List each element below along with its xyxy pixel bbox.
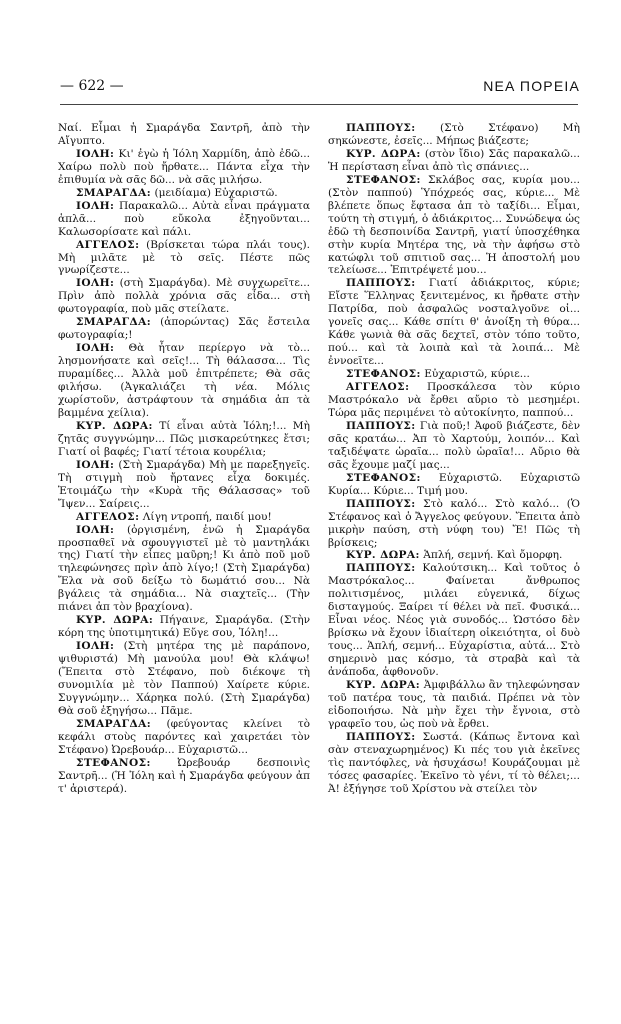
dialogue-paragraph [58,511,310,524]
dialogue-text: Εὐχαριστῶ. Εὐχαριστῶ Κυρία... Κύριε... Τιμή μου. [328,471,581,497]
dialogue-text: (Στὸ Στέφανο) Μὴ σηκώνεστε, ἐσεῖς... Μήπως βιάζεστε; [328,122,581,147]
dialogue-paragraph [58,524,310,615]
dialogue-paragraph [58,342,310,420]
speaker-name: ΑΓΓΕΛΟΣ: [76,510,140,523]
dialogue-paragraph [328,472,580,498]
speaker-name: ΚΥΡ. ΔΩΡΑ: [76,614,154,627]
dialogue-paragraph [58,640,310,718]
speaker-name: ΠΑΠΠΟΥΣ: [346,497,416,510]
right-column [328,122,580,796]
speaker-name: ΚΥΡ. ΔΩΡΑ: [346,549,420,562]
dialogue-text: (Βρίσκεται τώρα πλάι τους). Μὴ μιλᾶτε μὲ τὸ σεῖς. Πέστε πῶς γνωρίζεστε... [58,238,311,277]
dialogue-text: (φεύγοντας κλείνει τὸ κεφάλι στοὺς παρόντες καὶ χαιρετάει τὸν Στέφανο) Ὠρεβουάρ... Εὐχαριστῶ... [58,717,310,756]
dialogue-paragraph [328,498,580,550]
dialogue-text: Γιατί ἀδιάκριτος, κύριε; Εἴστε Ἕλληνας ξενιτεμένος, κι ἤρθατε στὴν Πατρίδα, ποὺ ἀσφαλῶς νοσταλγοῦνε οἱ... γονεῖς σας... Κάθε σπίτι θ' ἀνοίξη τὴ θύρα... Κάθε γωνιὰ θὰ σᾶς δεχτεῖ, στὸν τόπο τοῦτο, πού... καὶ τὰ λοιπὰ καὶ τὰ λοιπά... Μὲ ἐννοεῖτε... [328,277,580,368]
dialogue-paragraph [58,316,310,342]
speaker-name: ΣΤΕΦΑΝΟΣ: [346,173,421,186]
speaker-name: ΑΓΓΕΛΟΣ: [346,381,410,394]
dialogue-paragraph [58,459,310,511]
speaker-name: ΚΥΡ. ΔΩΡΑ: [346,678,421,691]
dialogue-text: Στὸ καλό... Στὸ καλό... (Ὁ Στέφανος καὶ ὁ Ἄγγελος φεύγουν. Ἔπειτα ἀπὸ μικρὴν παύση, στὴ νύφη του) Ἔ! Πῶς τὴ βρίσκεις; [328,497,580,549]
dialogue-paragraph [328,549,580,562]
speaker-name: ΙΟΛΗ: [76,523,115,536]
dialogue-paragraph [328,122,580,148]
dialogue-paragraph [58,148,310,187]
dialogue-text: (στὴ Σμαράγδα). Μὲ συγχωρεῖτε... Πρὶν ἀπὸ πολλὰ χρόνια σᾶς εἶδα... στὴ φωτογραφία, ποὺ μᾶς στείλατε. [58,277,310,316]
dialogue-paragraph [328,381,580,420]
speaker-name: ΚΥΡ. ΔΩΡΑ: [346,147,421,160]
dialogue-text: Ἀμφιβάλλω ἂν τηλεφώνησαν τοῦ πατέρα τους, τὰ παιδιά. Πρέπει νὰ τὸν εἰδοποιήσω. Νὰ μὴν ἔχει τὴν ἔγνοια, στὸ γραφεῖο του, ὡς ποὺ νὰ ἔρθει. [328,678,580,730]
dialogue-paragraph [328,148,580,174]
dialogue-paragraph [58,757,310,796]
dialogue-text: (στὸν ἴδιο) Σᾶς παρακαλῶ... Ἡ περίσταση εἶναι ἀπὸ τὶς σπάνιες... [328,147,581,173]
speaker-name: ΠΑΠΠΟΥΣ: [346,419,416,432]
dialogue-text: (ἀπορώντας) Σᾶς ἔστειλα φωτογραφία;! [58,316,310,342]
left-column [58,122,310,796]
speaker-name: ΣΤΕΦΑΝΟΣ: [346,368,421,381]
dialogue-text: Λίγη ντροπή, παιδί μου! [142,510,272,523]
speaker-name: ΙΟΛΗ: [76,342,115,355]
dialogue-paragraph [58,200,310,239]
speaker-name: ΙΟΛΗ: [76,147,115,160]
speaker-name: ΙΟΛΗ: [76,199,115,212]
dialogue-text: Ὠρεβουάρ δεσποινὶς Σαντρῆ... (Ἡ Ἰόλη καὶ ἡ Σμαράγδα φεύγουν ἀπ τ' ἀριστερά). [58,756,310,795]
dialogue-paragraph [328,679,580,731]
dialogue-text: (μειδίαμα) Εὐχαριστῶ. [154,186,278,199]
dialogue-text: Εὐχαριστῶ, κύριε... [424,368,530,381]
dialogue-paragraph [328,277,580,368]
speaker-name: ΣΤΕΦΑΝΟΣ: [346,471,421,484]
speaker-name: ΙΟΛΗ: [76,640,115,653]
dialogue-text: Παρακαλῶ... Αὐτὰ εἶναι πράγματα ἁπλᾶ... ποὺ εὔκολα ἐξηγοῦνται... Καλωσορίσατε καὶ πάλι. [58,199,310,238]
dialogue-paragraph [58,420,310,459]
dialogue-text: Γιὰ ποῦ;! Ἀφοῦ βιάζεστε, δὲν σᾶς κρατάω... Ἀπ τὸ Χαρτούμ, λοιπόν... Καὶ ταξιδέψατε ὡραῖα... πολὺ ὡραῖα!... Αὔριο θὰ σᾶς ἔχουμε μαζί μας... [328,419,581,471]
dialogue-text: Σωστά. (Κάπως ἔντονα καὶ σὰν στεναχωρημένος) Κι πές του γιὰ ἐκεῖνες τὶς παντόφλες, νὰ ἡσυχάσω! Κουράζουμαι μὲ τόσες φασαρίες. Ἐκεῖνο τὸ γένι, τί τὸ θέλει;... Ἀ! ἐξήγησε τοῦ Χρίστου νὰ στείλει τὸν [328,730,581,795]
journal-title: ΝΕΑ ΠΟΡΕΙΑ [483,78,580,94]
speaker-name: ΙΟΛΗ: [76,458,115,471]
dialogue-text: (ὀργισμένη, ἐνῶ ἡ Σμαράγδα προσπαθεῖ νὰ σφουγγιστεῖ μὲ τὸ μαντηλάκι της) Γιατί τὴν εἶπες μαῦρη;! Κι ἀπὸ ποῦ μοῦ τηλεφώνησες πρὶν ἀπὸ λίγο;! (Στὴ Σμαράγδα) Ἔλα νὰ σοῦ δείξω τὸ δωμάτιό σου... Νὰ βγάλεις τὰ σημάδια... Νὰ σιαχτεῖς... (Τὴν πιάνει ἀπ τὸν βραχίονα). [58,523,310,614]
speaker-name: ΠΑΠΠΟΥΣ: [346,277,416,290]
speaker-name: ΠΑΠΠΟΥΣ: [346,730,416,743]
dialogue-paragraph [58,239,310,278]
dialogue-text: (Στὴ Σμαράγδα) Μὴ με παρεξηγεῖς. Τὴ στιγμὴ ποὺ ἤρτανες εἶχα δοκιμές. Ἑτοιμάζω τὴν «Κυρὰ τῆς Θάλασσας» τοῦ Ἴψεν... Σαίρεις... [58,458,310,510]
dialogue-paragraph [58,614,310,640]
header-rule [60,104,578,105]
dialogue-paragraph [328,562,580,679]
dialogue-paragraph [328,174,580,278]
page-header [60,78,580,100]
speaker-name: ΣΜΑΡΑΓΔΑ: [76,316,152,329]
dialogue-paragraph [328,420,580,472]
speaker-name: ΑΓΓΕΛΟΣ: [76,238,140,251]
dialogue-paragraph [58,122,310,148]
dialogue-paragraph [58,718,310,757]
dialogue-text: (Στὴ μητέρα της μὲ παράπονο, ψιθυριστά) Μὴ μανούλα μου! Θὰ κλάψω! (Ἔπειτα στὸ Στέφανο, ποὺ διέκοψε τὴ συνομιλία μὲ τὸν Παππού) Χαίρετε κύριε. Συγγνώμην... Χάρηκα πολύ. (Στὴ Σμαράγδα) Θὰ σοῦ ἐξηγήσω... Πᾶμε. [58,640,310,717]
speaker-name: ΙΟΛΗ: [76,277,115,290]
dialogue-paragraph [58,277,310,316]
speaker-name: ΠΑΠΠΟΥΣ: [346,122,416,134]
speaker-name: ΣΜΑΡΑΓΔΑ: [76,186,152,199]
dialogue-text: Κι' ἐγὼ ἡ Ἰόλη Χαρμίδη, ἀπὸ ἐδῶ... Χαίρω πολὺ ποὺ ἤρθατε... Πάντα εἶχα τὴν ἐπιθυμία νὰ σᾶς δῶ... νὰ σᾶς μιλήσω. [58,147,310,186]
speaker-name: ΣΤΕΦΑΝΟΣ: [76,756,151,769]
speaker-name: ΠΑΠΠΟΥΣ: [346,562,416,575]
dialogue-text: Ναί. Εἶμαι ἡ Σμαράγδα Σαντρῆ, ἀπὸ τὴν Αἴγυπτο. [58,122,310,147]
dialogue-text: Τί εἶναι αὐτὰ Ἰόλη;!... Μὴ ζητᾶς συγγνώμην... Πῶς μισκαρεύτηκες ἔτσι; Γιατί οἱ βαφές; Γιατί τέτοια κουρέλια; [58,419,310,458]
dialogue-text: Καλούτσικη... Καὶ τοῦτος ὁ Μαστρόκαλος... Φαίνεται ἄνθρωπος πολιτισμένος, μιλάει εὐγενικά, δίχως δισταγμούς. Ξαίρει τί θέλει νὰ πεῖ. Φυσικά... Εἶναι νέος. Νέος γιὰ συνοδός... Ὡστόσο δὲν βρίσκω νὰ ἔχουν ἰδιαίτερη οἰκειότητα, οἱ δυὸ τους... Ἁπλή, σεμνή... Εὐχαρίστια, αὐτά... Στὸ σημερινὸ μας κόσμο, τὰ στραβὰ καὶ τὰ ἀνάποδα, ἀφθονοῦν. [328,562,580,679]
dialogue-text: Ἁπλή, σεμνή. Καὶ ὄμορφη. [423,549,563,562]
dialogue-text: Πήγαινε, Σμαράγδα. (Στὴν κόρη της ὑποτιμητικά) Εὔγε σου, Ἰόλη!... [58,614,311,640]
dialogue-text: Σκλάβος σας, κυρία μου... (Στὸν παππού) Ὑπόχρεός σας, κύριε... Μὲ βλέπετε ὅπως ἔφτασα ἀπ τὸ ταξίδι... Εἶμαι, τούτη τὴ στιγμή, ὁ ἀδιάκριτος... Συνώδεψα ὡς ἐδῶ τὴ δεσποινίδα Σαντρῆ, γιατί ὑποσχέθηκα στὴν κυρία Μητέρα της, νὰ τὴν ἀφήσω στὸ κατώφλι τοῦ σπιτιοῦ σας... Ἡ ἀποστολή μου τελείωσε... Ἐπιτρέψετέ μου... [328,173,580,277]
dialogue-text: Προσκάλεσα τὸν κύριο Μαστρόκαλο νὰ ἔρθει αὔριο τὸ μεσημέρι. Τώρα μᾶς περιμένει τὸ αὐτοκίνητο, παππού... [328,381,580,419]
page-number: — 622 — [60,78,124,94]
speaker-name: ΣΜΑΡΑΓΔΑ: [76,717,152,730]
dialogue-paragraph [58,187,310,200]
speaker-name: ΚΥΡ. ΔΩΡΑ: [76,419,153,432]
dialogue-paragraph [328,368,580,381]
dialogue-paragraph [328,731,580,796]
dialogue-text: Θὰ ἦταν περίεργο νὰ τὸ... λησμονήσατε καὶ σεῖς!... Τὴ θάλασσα... Τὶς πυραμίδες... Ἀλλὰ μοῦ ἐπιτρέπετε; Θὰ σᾶς φιλήσω. (Ἀγκαλιάζει τὴ νέα. Μόλις χωρίστοῦν, ἀστράφτουν τὰ σημάδια ἀπ τὰ βαμμένα χείλια). [58,342,310,419]
